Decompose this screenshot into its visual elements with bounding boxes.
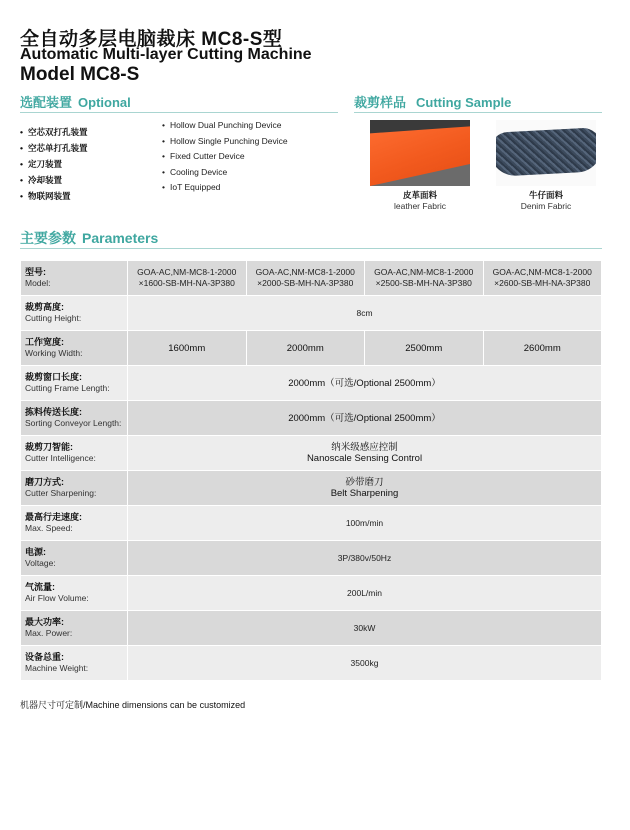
samples-heading: [354, 92, 511, 111]
row-label: 设备总重: Machine Weight:: [21, 646, 127, 680]
table-row: [21, 646, 601, 680]
table-row: [21, 296, 601, 330]
sample-leather: [370, 120, 470, 211]
row-label: 气流量: Air Flow Volume:: [21, 576, 127, 610]
width-cell: 2000mm: [247, 331, 365, 365]
option-item-en: • Hollow Single Punching Device: [162, 135, 288, 146]
title-cn: 全自动多层电脑裁床 MC8-S型: [20, 29, 283, 50]
row-label: 裁剪窗口长度: Cutting Frame Length:: [21, 366, 127, 400]
value-cell: 砂带磨刀 Belt Sharpening: [128, 471, 601, 505]
row-label: 工作宽度: Working Width:: [21, 331, 127, 365]
options-heading-en: Optional: [78, 95, 131, 110]
options-divider: [20, 112, 338, 113]
sample-caption-en: Denim Fabric: [520, 201, 572, 211]
model-cell: GOA-AC,NM-MC8-1-2000 ×1600-SB-MH-NA-3P380: [128, 261, 246, 295]
width-cell: 1600mm: [128, 331, 246, 365]
samples-divider: [354, 112, 602, 113]
value-cell: 3P/380v/50Hz: [128, 541, 601, 575]
sample-denim: [496, 120, 596, 211]
sample-caption-cn: 牛仔面料: [528, 190, 563, 200]
title-model: Model MC8-S: [20, 64, 140, 85]
model-cell: GOA-AC,NM-MC8-1-2000 ×2500-SB-MH-NA-3P380: [365, 261, 483, 295]
option-item-cn: • 冷却装置: [20, 175, 63, 185]
footnote: 机器尺寸可定制/Machine dimensions can be customized: [20, 700, 246, 710]
option-item-en: • Cooling Device: [162, 166, 228, 177]
table-row: [21, 471, 601, 505]
value-cell: 2000mm（可选/Optional 2500mm）: [128, 401, 601, 435]
table-row: [21, 366, 601, 400]
sample-caption-en: leather Fabric: [394, 201, 446, 211]
option-item-en: • Hollow Dual Punching Device: [162, 120, 282, 130]
params-divider: [20, 248, 602, 249]
leather-fabric-image: [370, 120, 470, 186]
row-label: 裁剪高度: Cutting Height:: [21, 296, 127, 330]
table-row: [21, 261, 601, 295]
option-item-en: • Fixed Cutter Device: [162, 151, 245, 161]
options-heading: [20, 92, 131, 111]
model-cell: GOA-AC,NM-MC8-1-2000 ×2600-SB-MH-NA-3P380: [484, 261, 602, 295]
row-label: 裁剪刀智能: Cutter Intelligence:: [21, 436, 127, 470]
params-heading-cn: 主要参数: [20, 230, 76, 246]
samples-heading-en: Cutting Sample: [416, 95, 512, 110]
table-row: [21, 436, 601, 470]
table-row: [21, 541, 601, 575]
table-row: [21, 506, 601, 540]
options-list-cn: [20, 124, 88, 204]
value-cell: 30kW: [128, 611, 601, 645]
options-heading-cn: 选配装置: [20, 95, 73, 110]
model-cell: GOA-AC,NM-MC8-1-2000 ×2000-SB-MH-NA-3P380: [247, 261, 365, 295]
row-label: 磨刀方式: Cutter Sharpening:: [21, 471, 127, 505]
value-cell: 2000mm（可选/Optional 2500mm）: [128, 366, 601, 400]
table-row: [21, 576, 601, 610]
table-row: [21, 611, 601, 645]
params-heading-en: Parameters: [82, 230, 159, 246]
row-label: 拣料传送长度: Sorting Conveyor Length:: [21, 401, 127, 435]
value-cell: 100m/min: [128, 506, 601, 540]
width-cell: 2500mm: [365, 331, 483, 365]
value-cell: 8cm: [128, 296, 601, 330]
width-cell: 2600mm: [484, 331, 602, 365]
parameters-table: [20, 260, 602, 681]
value-cell: 200L/min: [128, 576, 601, 610]
option-item-cn: • 空芯单打孔装置: [20, 143, 88, 153]
sample-caption-cn: 皮革面料: [402, 190, 437, 200]
row-label: 最大功率: Max. Power:: [21, 611, 127, 645]
params-heading: [20, 228, 158, 248]
options-list-en: [162, 118, 288, 196]
option-item-cn: • 定刀装置: [20, 159, 63, 169]
title-en: Automatic Multi-layer Cutting Machine: [20, 46, 312, 63]
table-row: [21, 401, 601, 435]
samples-heading-cn: 裁剪样品: [354, 95, 407, 110]
row-label: 型号: Model:: [21, 261, 127, 295]
denim-fabric-image: [496, 120, 596, 186]
option-item-en: • IoT Equipped: [162, 182, 221, 192]
option-item-cn: • 空芯双打孔装置: [20, 127, 88, 137]
option-item-cn: • 物联网装置: [20, 191, 71, 201]
value-cell: 3500kg: [128, 646, 601, 680]
row-label: 最高行走速度: Max. Speed:: [21, 506, 127, 540]
value-cell: 纳米级感应控制 Nanoscale Sensing Control: [128, 436, 601, 470]
table-row: [21, 331, 601, 365]
row-label: 电源: Voltage:: [21, 541, 127, 575]
